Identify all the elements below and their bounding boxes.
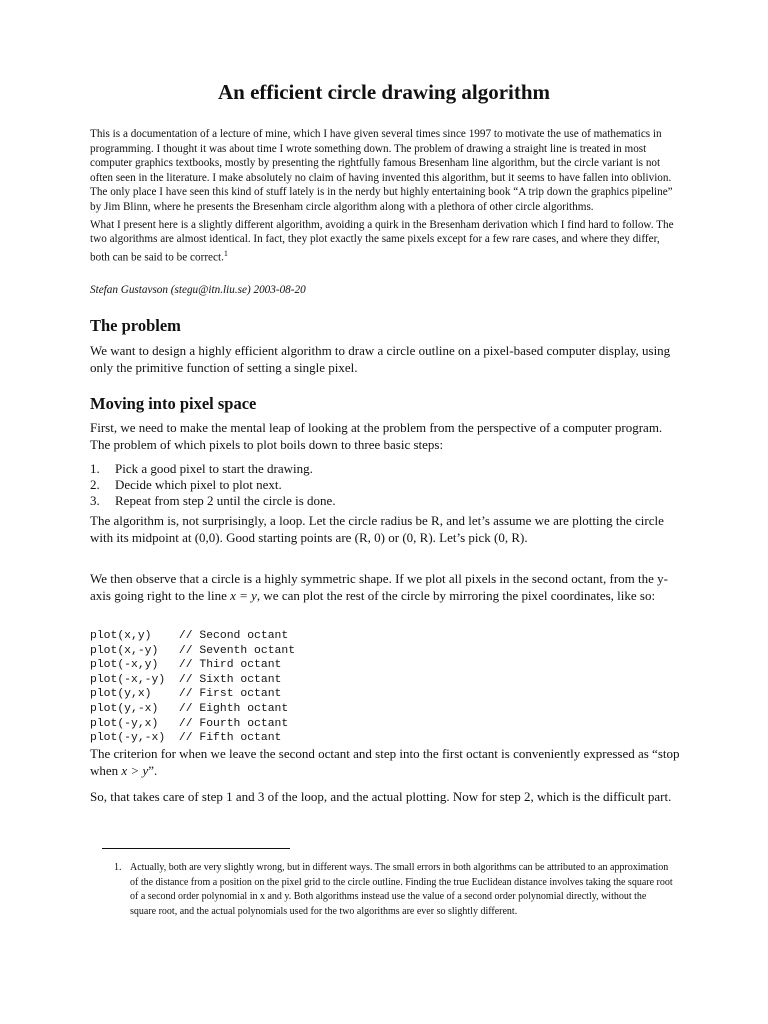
author-byline: Stefan Gustavson (stegu@itn.liu.se) 2003-08-20 bbox=[90, 284, 306, 296]
pixel-space-paragraph-2: The algorithm is, not surprisingly, a loop. Let the circle radius be R, and let’s assume we are plotting the circle with its midpoint at (0,0). Good starting points are (R, 0) or (0, R). Let’s pick (0, R). bbox=[90, 513, 664, 545]
footnote-text: Actually, both are very slightly wrong, but in different ways. The small errors in both algorithms can be attributed to an approximation of the distance from a position on the pixel grid to the circle outline. Finding the true Euclidean distance involves taking the square root of a second order polynomial in x and y. Both algorithms instead use the value of a second order polynomial directly, without the square root, and the actual polynomials used for the two algorithms are ever so slightly different. bbox=[130, 862, 673, 917]
code-line: plot(-x,-y) // Sixth octant bbox=[90, 673, 282, 686]
code-line: plot(-y,x) // Fourth octant bbox=[90, 717, 289, 730]
list-item bbox=[90, 477, 680, 493]
paragraph-3-before: We then observe that a circle is a highly symmetric shape. If we plot all pixels in the second octant, from the y-axis going right to the line bbox=[90, 571, 668, 603]
step-number: 2. bbox=[90, 477, 100, 492]
code-line: plot(x,y) // Second octant bbox=[90, 630, 289, 642]
code-line: plot(y,x) // First octant bbox=[90, 688, 282, 701]
list-item bbox=[90, 493, 680, 509]
paragraph-4-after: ”. bbox=[148, 762, 158, 778]
steps-list bbox=[90, 461, 680, 509]
pixel-space-paragraph-3 bbox=[90, 571, 680, 604]
pixel-space-paragraph-5: So, that takes care of step 1 and 3 of the loop, and the actual plotting. Now for step 2, which is the difficult part. bbox=[90, 789, 672, 804]
problem-paragraph: We want to design a highly efficient algorithm to draw a circle outline on a pixel-based computer display, using only the primitive function of setting a single pixel. bbox=[90, 343, 671, 375]
math-expression: x > y bbox=[121, 762, 149, 778]
paragraph-4-before: The criterion for when we leave the second octant and step into the first octant is conveniently expressed as “stop when bbox=[90, 746, 680, 778]
intro-paragraph-1: This is a documentation of a lecture of mine, which I have given several times since 1997 to motivate the use of mathematics in programming. I thought it was about time I wrote something down. The problem of drawing a straight line is treated in most computer graphics textbooks, mostly by presenting the rightfully famous Bresenham line algorithm, but the circle variant is not often seen in the literature. I make absolutely no claim of having invented this algorithm, but it seems to have fallen into oblivion. The only place I have seen this kind of stuff lately is in the nerdy but highly entertaining book “A trip down the graphics pipeline” by Jim Blinn, where he presents the Bresenham circle algorithm along with a plethora of other circle algorithms. bbox=[90, 128, 673, 213]
section-heading-problem: The problem bbox=[90, 316, 181, 335]
intro-paragraph-2 bbox=[90, 218, 680, 266]
footnote-reference[interactable]: 1 bbox=[223, 248, 228, 258]
footnote-number: 1. bbox=[114, 862, 122, 873]
step-text: Pick a good pixel to start the drawing. bbox=[115, 461, 313, 476]
math-expression: x = y bbox=[230, 587, 257, 603]
intro-paragraph-2-text: What I present here is a slightly different algorithm, avoiding a quirk in the Bresenham derivation which I find hard to follow. The two algorithms are almost identical. In fact, they plot exactly the same pixels except for a few rare cases, and where they differ, both can be said to be correct. bbox=[90, 218, 674, 264]
pixel-space-paragraph-4 bbox=[90, 746, 680, 779]
pixel-space-paragraph-1: First, we need to make the mental leap of looking at the problem from the perspective of a computer program. The problem of which pixels to plot boils down to three basic steps: bbox=[90, 420, 663, 452]
document-title: An efficient circle drawing algorithm bbox=[217, 80, 551, 104]
code-line: plot(y,-x) // Eighth octant bbox=[90, 702, 289, 715]
code-line: plot(x,-y) // Seventh octant bbox=[90, 644, 296, 657]
footnote bbox=[114, 861, 674, 919]
code-block bbox=[90, 629, 295, 746]
intro-block bbox=[90, 127, 680, 265]
step-text: Repeat from step 2 until the circle is done. bbox=[115, 493, 336, 508]
list-item bbox=[90, 461, 680, 477]
section-heading-pixel-space: Moving into pixel space bbox=[90, 394, 257, 413]
paragraph-3-after: , we can plot the rest of the circle by mirroring the pixel coordinates, like so: bbox=[256, 587, 656, 603]
step-text: Decide which pixel to plot next. bbox=[115, 477, 282, 492]
step-number: 1. bbox=[90, 461, 100, 476]
step-number: 3. bbox=[90, 493, 100, 508]
code-line: plot(-x,y) // Third octant bbox=[90, 659, 282, 672]
footnote-divider bbox=[102, 848, 290, 849]
code-line: plot(-y,-x) // Fifth octant bbox=[90, 732, 282, 745]
